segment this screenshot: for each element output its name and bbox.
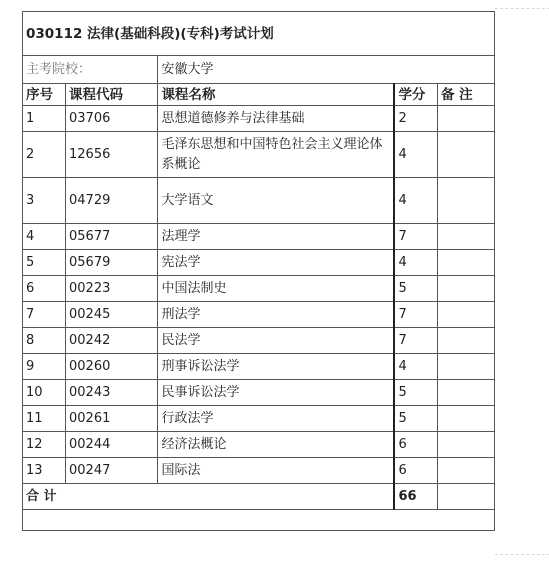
course-name: 民法学 <box>158 328 395 354</box>
course-name: 国际法 <box>158 458 395 484</box>
course-seq: 13 <box>23 458 66 484</box>
course-seq: 7 <box>23 302 66 328</box>
course-credit: 7 <box>394 224 437 250</box>
title-row <box>23 12 495 56</box>
course-note <box>437 328 494 354</box>
course-credit: 6 <box>394 458 437 484</box>
course-credit: 4 <box>394 250 437 276</box>
course-name: 大学语文 <box>158 178 395 224</box>
course-note <box>437 224 494 250</box>
table-row <box>23 250 495 276</box>
course-code: 00242 <box>66 328 158 354</box>
table-row <box>23 224 495 250</box>
header-note: 备 注 <box>437 84 494 106</box>
course-note <box>437 432 494 458</box>
course-name: 思想道德修养与法律基础 <box>158 106 395 132</box>
school-label: 主考院校： <box>23 56 158 84</box>
table-row <box>23 354 495 380</box>
course-name: 宪法学 <box>158 250 395 276</box>
course-credit: 7 <box>394 328 437 354</box>
blank-row <box>23 510 495 531</box>
course-credit: 4 <box>394 354 437 380</box>
header-name: 课程名称 <box>158 84 395 106</box>
header-code: 课程代码 <box>66 84 158 106</box>
course-code: 00260 <box>66 354 158 380</box>
school-name: 安徽大学 <box>158 56 495 84</box>
table-row <box>23 406 495 432</box>
course-credit: 5 <box>394 380 437 406</box>
course-credit: 5 <box>394 276 437 302</box>
blank-cell <box>23 510 495 531</box>
table-row <box>23 302 495 328</box>
course-name: 行政法学 <box>158 406 395 432</box>
course-code: 05677 <box>66 224 158 250</box>
course-note <box>437 354 494 380</box>
table-row <box>23 132 495 178</box>
course-name: 刑事诉讼法学 <box>158 354 395 380</box>
course-note <box>437 250 494 276</box>
course-code: 00223 <box>66 276 158 302</box>
course-code: 05679 <box>66 250 158 276</box>
header-seq: 序号 <box>23 84 66 106</box>
course-rows <box>23 106 495 484</box>
header-row <box>23 84 495 106</box>
course-seq: 12 <box>23 432 66 458</box>
course-seq: 11 <box>23 406 66 432</box>
course-note <box>437 458 494 484</box>
exam-plan-table <box>22 11 495 531</box>
total-note <box>437 484 494 510</box>
course-credit: 4 <box>394 132 437 178</box>
table-row <box>23 380 495 406</box>
course-credit: 6 <box>394 432 437 458</box>
total-label: 合 计 <box>23 484 395 510</box>
header-credit: 学分 <box>394 84 437 106</box>
course-credit: 4 <box>394 178 437 224</box>
total-credits: 66 <box>394 484 437 510</box>
course-code: 00245 <box>66 302 158 328</box>
course-seq: 10 <box>23 380 66 406</box>
course-code: 00244 <box>66 432 158 458</box>
course-credit: 2 <box>394 106 437 132</box>
course-name: 中国法制史 <box>158 276 395 302</box>
course-seq: 6 <box>23 276 66 302</box>
table-row <box>23 432 495 458</box>
course-credit: 5 <box>394 406 437 432</box>
exam-plan-document <box>22 11 495 531</box>
course-note <box>437 380 494 406</box>
course-seq: 9 <box>23 354 66 380</box>
table-row <box>23 106 495 132</box>
school-row <box>23 56 495 84</box>
course-seq: 8 <box>23 328 66 354</box>
table-row <box>23 276 495 302</box>
course-note <box>437 106 494 132</box>
course-code: 00261 <box>66 406 158 432</box>
course-seq: 5 <box>23 250 66 276</box>
course-note <box>437 302 494 328</box>
course-code: 04729 <box>66 178 158 224</box>
course-name: 刑法学 <box>158 302 395 328</box>
course-name: 经济法概论 <box>158 432 395 458</box>
course-note <box>437 132 494 178</box>
table-row <box>23 178 495 224</box>
total-row <box>23 484 495 510</box>
course-seq: 1 <box>23 106 66 132</box>
course-name: 民事诉讼法学 <box>158 380 395 406</box>
table-row <box>23 458 495 484</box>
course-credit: 7 <box>394 302 437 328</box>
course-code: 03706 <box>66 106 158 132</box>
course-seq: 4 <box>23 224 66 250</box>
course-code: 12656 <box>66 132 158 178</box>
plan-title: 030112 法律(基础科段)(专科)考试计划 <box>23 12 495 56</box>
course-note <box>437 406 494 432</box>
page-edge <box>495 8 549 555</box>
course-code: 00247 <box>66 458 158 484</box>
course-seq: 2 <box>23 132 66 178</box>
course-seq: 3 <box>23 178 66 224</box>
course-name: 毛泽东思想和中国特色社会主义理论体系概论 <box>158 132 395 178</box>
table-row <box>23 328 495 354</box>
course-note <box>437 178 494 224</box>
course-code: 00243 <box>66 380 158 406</box>
course-name: 法理学 <box>158 224 395 250</box>
course-note <box>437 276 494 302</box>
